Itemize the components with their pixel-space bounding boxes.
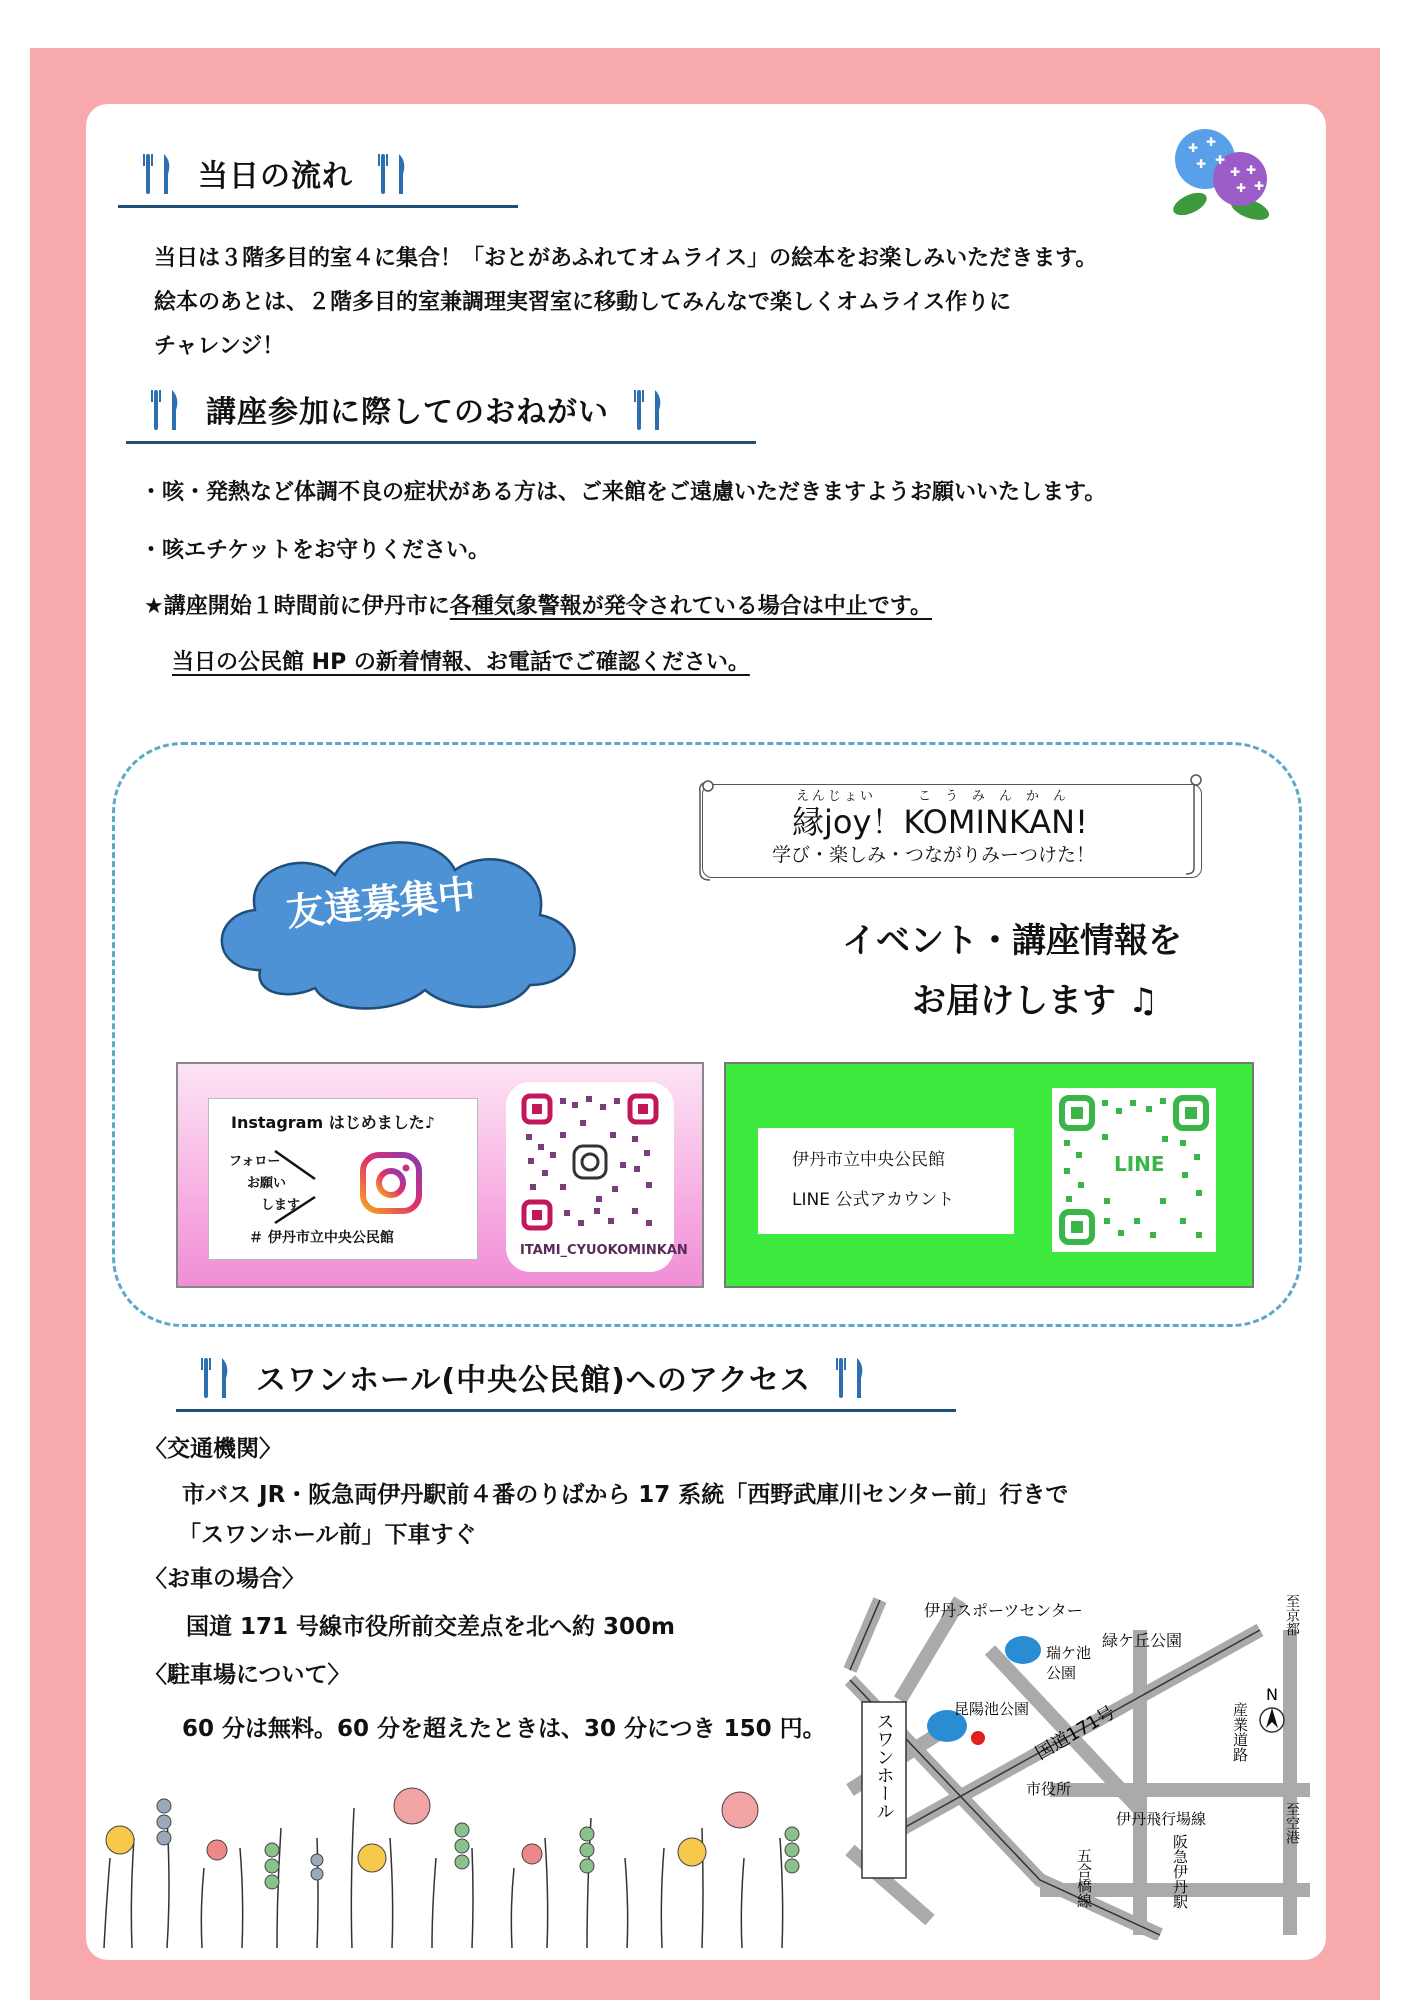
- scroll-subtitle: 学び・楽しみ・つながりみーつけた！: [772, 844, 1096, 866]
- svg-text:✚: ✚: [1196, 157, 1207, 171]
- line-qr-label: LINE: [1110, 1154, 1169, 1174]
- cutlery-icon: [148, 386, 184, 432]
- notice-underlined: 各種気象警報が発令されている場合は中止です。: [449, 594, 932, 619]
- north-arrow-icon: [1266, 1708, 1278, 1728]
- map-konyoike: 昆陽池公園: [954, 1700, 1030, 1718]
- map-north: N: [1266, 1685, 1278, 1704]
- line-box: [724, 1062, 1254, 1288]
- flow-line-2: 絵本のあとは、２階多目的室兼調理実習室に移動してみんなで楽しくオムライス作りに: [154, 290, 1012, 315]
- notice-prefix: 講座開始１時間前に伊丹市に: [163, 594, 450, 619]
- star-mark: ★: [144, 594, 164, 619]
- line-account-type: LINE 公式アカウント: [792, 1190, 955, 1210]
- instagram-qr-code: [520, 1092, 660, 1232]
- flow-line-3: チャレンジ！: [154, 334, 285, 359]
- scroll-title: 縁joy！KOMINKAN!: [792, 803, 1088, 841]
- section-heading-flow: [118, 150, 518, 196]
- access-map: [840, 1590, 1320, 1940]
- map-zuigaike-2: 公園: [1046, 1664, 1077, 1682]
- music-note-icon: ♫: [1116, 981, 1159, 1021]
- parking-line: 60 分は無料。60 分を超えたときは、30 分につき 150 円。: [182, 1716, 826, 1742]
- scroll-curl-right: [1186, 770, 1210, 878]
- svg-text:✚: ✚: [1254, 179, 1265, 193]
- heading-text: 当日の流れ: [198, 159, 353, 194]
- map-sangyo: 産業道路: [1231, 1702, 1249, 1762]
- notice-line-1: [144, 596, 932, 618]
- map-midorigaoka: 緑ケ丘公園: [1102, 1631, 1183, 1650]
- map-route171: 国道171号: [1032, 1701, 1120, 1765]
- follow-text-3: します: [261, 1198, 301, 1213]
- follow-text-1: フォロー: [229, 1154, 281, 1169]
- svg-text:✚: ✚: [1206, 135, 1217, 149]
- section-heading-access: [176, 1354, 956, 1400]
- request-item-1: ・咳・発熱など体調不良の症状がある方は、ご来館をご遠慮いただきますようお願いいたします。: [140, 480, 1107, 505]
- cloud-text: 友達募集中: [284, 871, 478, 935]
- instagram-card-title: Instagram はじめました♪: [231, 1113, 435, 1132]
- map-swan-hall: スワンホール: [873, 1712, 895, 1820]
- map-kyoto: 至京都: [1284, 1594, 1300, 1636]
- map-itami-airline: 伊丹飛行場線: [1116, 1810, 1207, 1828]
- line-account-name: 伊丹市立中央公民館: [792, 1150, 945, 1170]
- instagram-card: [208, 1098, 478, 1260]
- transport-line-1: 市バス JR・阪急両伊丹駅前４番のりばから 17 系統「西野武庫川センター前」行きで: [182, 1482, 1069, 1508]
- transport-line-2: 「スワンホール前」下車すぐ: [178, 1522, 477, 1548]
- map-gogobashi: 五合橋線: [1075, 1848, 1093, 1908]
- cutlery-icon: [375, 150, 411, 196]
- ruby-enjoy: えんじょい: [796, 789, 877, 804]
- map-city-hall: 市役所: [1026, 1780, 1072, 1798]
- promo-message-text: お届けします: [912, 981, 1116, 1021]
- svg-text:✚: ✚: [1188, 141, 1199, 155]
- heading-text: スワンホール(中央公民館)へのアクセス: [256, 1363, 811, 1398]
- parking-heading: 〈駐車場について〉: [144, 1662, 351, 1688]
- ruby-kominkan: こうみんかん: [918, 789, 1081, 804]
- line-card: [758, 1128, 1014, 1234]
- svg-text:✚: ✚: [1215, 153, 1226, 167]
- car-heading: 〈お車の場合〉: [144, 1566, 305, 1592]
- svg-text:✚: ✚: [1230, 165, 1241, 179]
- arrow-lines-icon: [271, 1147, 321, 1227]
- car-line: 国道 171 号線市役所前交差点を北へ約 300m: [186, 1614, 676, 1640]
- follow-text-2: お願い: [247, 1176, 287, 1191]
- promo-message-line-2: [912, 981, 1159, 1021]
- notice-line-2: 当日の公民館 HP の新着情報、お電話でご確認ください。: [172, 650, 750, 675]
- map-sports-center: 伊丹スポーツセンター: [924, 1601, 1083, 1620]
- heading-text: 講座参加に際してのおねがい: [206, 395, 609, 430]
- flow-line-1: 当日は３階多目的室４に集合！「おとがあふれてオムライス」の絵本をお楽しみいただきます。: [154, 246, 1098, 271]
- flower-illustration: [92, 1770, 822, 1948]
- hydrangea-illustration: [1160, 124, 1280, 224]
- svg-text:✚: ✚: [1236, 181, 1247, 195]
- transport-heading: 〈交通機関〉: [144, 1436, 282, 1462]
- request-item-2: ・咳エチケットをお守りください。: [140, 538, 491, 563]
- promo-message-line-1: イベント・講座情報を: [842, 921, 1182, 961]
- cutlery-icon: [198, 1354, 234, 1400]
- cutlery-icon: [631, 386, 667, 432]
- section-heading-request: [126, 386, 756, 432]
- instagram-logo-icon: [359, 1151, 423, 1215]
- map-hankyu: 阪急伊丹駅: [1171, 1834, 1189, 1909]
- instagram-hashtag: ＃ 伊丹市立中央公民館: [249, 1230, 394, 1246]
- map-airport: 至空港: [1284, 1802, 1300, 1844]
- instagram-qr-caption: ITAMI_CYUOKOMINKAN: [520, 1243, 688, 1258]
- svg-text:✚: ✚: [1246, 163, 1257, 177]
- map-zuigaike-1: 瑞ケ池: [1046, 1644, 1092, 1662]
- cutlery-icon: [833, 1354, 869, 1400]
- scroll-curl-left: [694, 776, 718, 884]
- instagram-qr-card: [506, 1082, 688, 1272]
- cutlery-icon: [140, 150, 176, 196]
- line-qr-card: [1052, 1088, 1216, 1252]
- instagram-box: [176, 1062, 704, 1288]
